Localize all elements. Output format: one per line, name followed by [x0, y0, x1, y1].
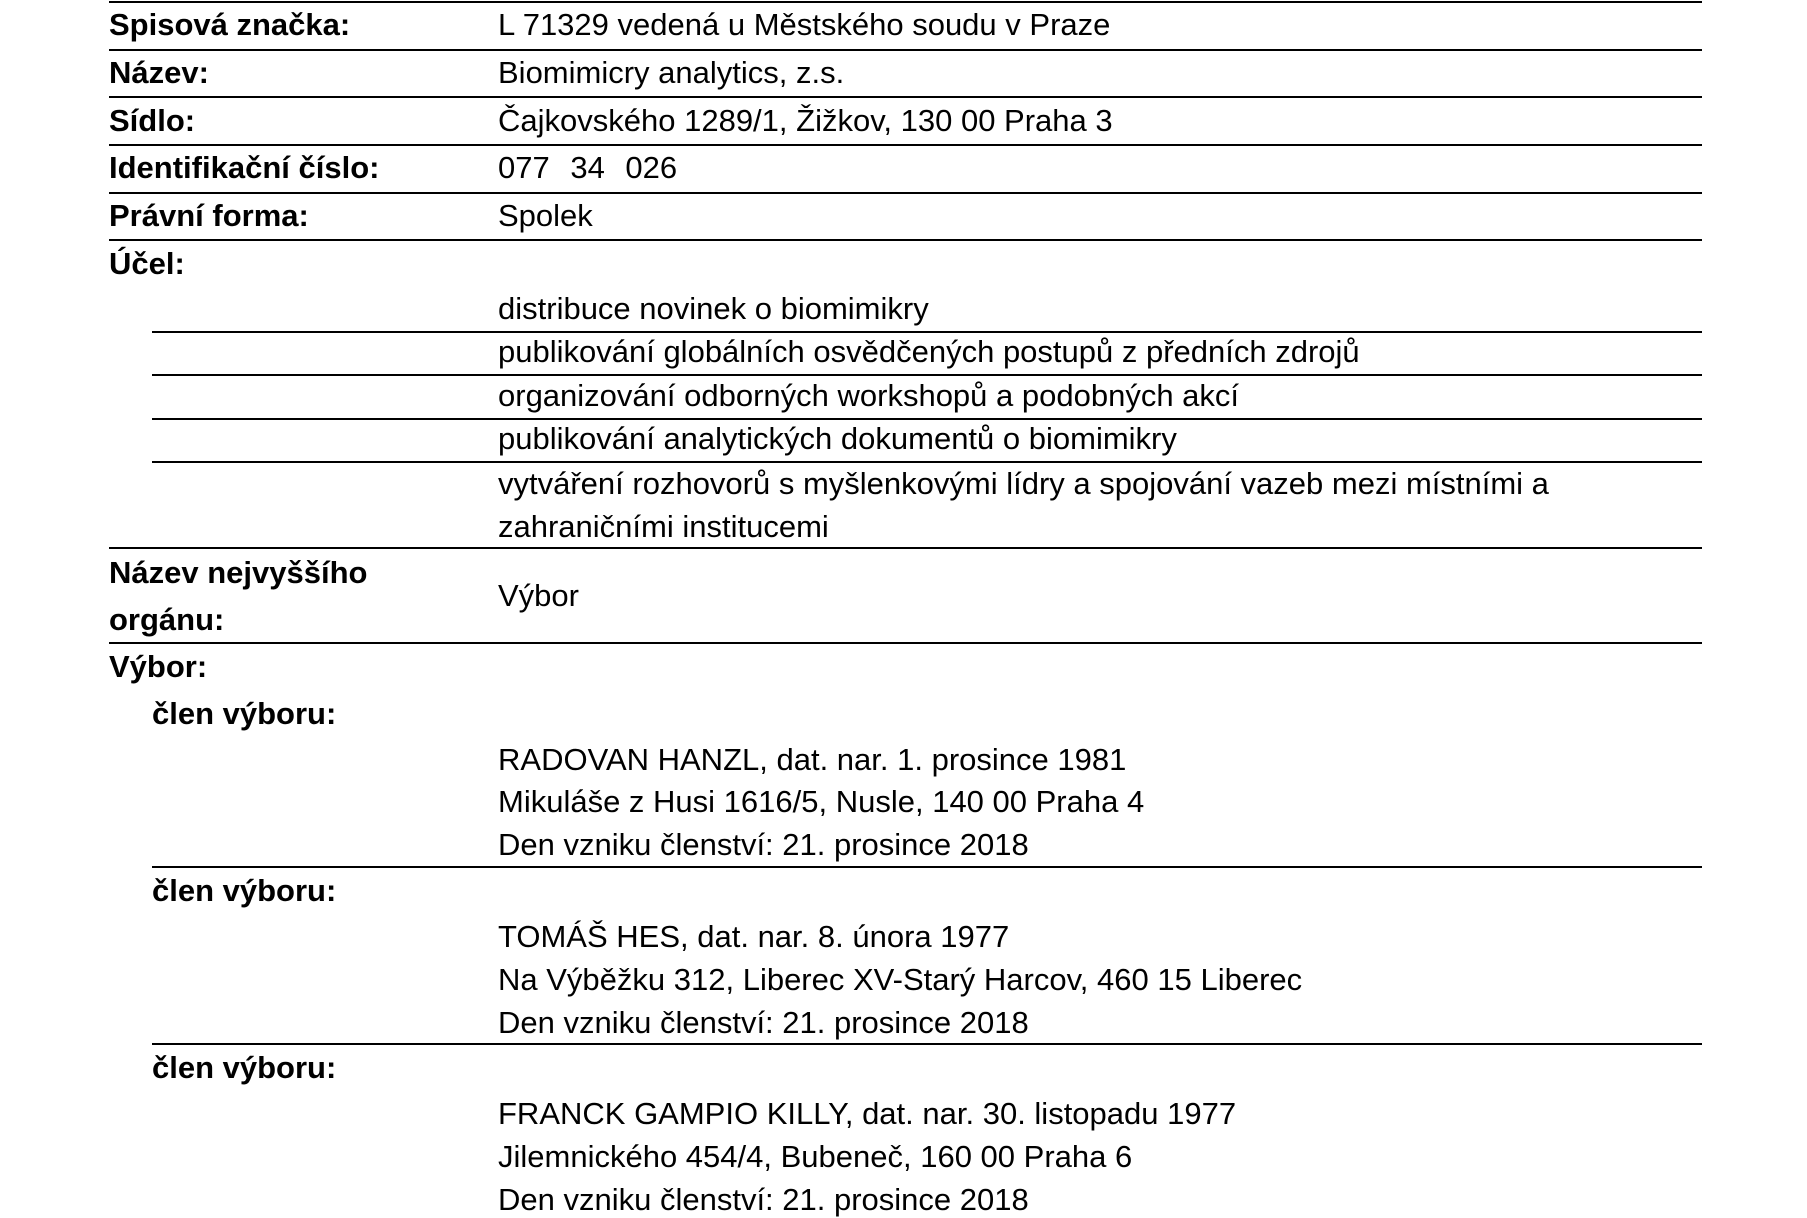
member-name: RADOVAN HANZL, dat. nar. 1. prosince 1981 — [498, 742, 1127, 777]
divider — [109, 96, 1702, 98]
vybor-label: Výbor: — [109, 649, 208, 684]
ucel-item: organizování odborných workshopů a podobných akcí — [498, 378, 1240, 413]
divider — [109, 192, 1702, 194]
member-name: TOMÁŠ HES, dat. nar. 8. února 1977 — [498, 919, 1010, 954]
nejvyssi-organ-label — [109, 549, 367, 643]
sidlo-label: Sídlo: — [109, 103, 196, 138]
ucel-label: Účel: — [109, 246, 185, 281]
member-role: člen výboru: — [152, 696, 337, 731]
ico-value: 077 34 026 — [498, 150, 678, 185]
divider — [109, 144, 1702, 146]
divider — [109, 1, 1702, 3]
pravni-forma-label: Právní forma: — [109, 198, 309, 233]
divider — [109, 49, 1702, 51]
divider — [152, 866, 1702, 868]
member-since: Den vzniku členství: 21. prosince 2018 — [498, 827, 1029, 862]
sidlo-value: Čajkovského 1289/1, Žižkov, 130 00 Praha 3 — [498, 103, 1113, 138]
pravni-forma-value: Spolek — [498, 198, 593, 233]
ico-label: Identifikační číslo: — [109, 150, 380, 185]
divider — [152, 1043, 1702, 1045]
member-name: FRANCK GAMPIO KILLY, dat. nar. 30. listopadu 1977 — [498, 1096, 1237, 1131]
member-since: Den vzniku členství: 21. prosince 2018 — [498, 1182, 1029, 1217]
member-role: člen výboru: — [152, 1050, 337, 1085]
divider — [109, 642, 1702, 644]
nazev-label: Název: — [109, 55, 209, 90]
nejvyssi-organ-value: Výbor — [498, 578, 579, 613]
member-address: Na Výběžku 312, Liberec XV-Starý Harcov, 460 15 Liberec — [498, 962, 1303, 997]
nazev-value: Biomimicry analytics, z.s. — [498, 55, 845, 90]
ucel-item: vytváření rozhovorů s myšlenkovými lídry a spojování vazeb mezi místními a zahraničními institucemi — [498, 466, 1549, 544]
spisova-znacka-value: L 71329 vedená u Městského soudu v Praze — [498, 7, 1111, 42]
ucel-item: publikování analytických dokumentů o biomimikry — [498, 421, 1177, 456]
member-address: Mikuláše z Husi 1616/5, Nusle, 140 00 Praha 4 — [498, 784, 1145, 819]
nejvyssi-organ-label-line2: orgánu: — [109, 602, 225, 637]
member-since: Den vzniku členství: 21. prosince 2018 — [498, 1005, 1029, 1040]
member-address: Jilemnického 454/4, Bubeneč, 160 00 Praha 6 — [498, 1139, 1133, 1174]
member-role: člen výboru: — [152, 873, 337, 908]
ucel-item: publikování globálních osvědčených postupů z předních zdrojů — [498, 334, 1360, 369]
divider — [152, 374, 1702, 376]
spisova-znacka-label: Spisová značka: — [109, 7, 351, 42]
nejvyssi-organ-label-line1: Název nejvyššího — [109, 555, 368, 590]
ucel-item: distribuce novinek o biomimikry — [498, 291, 929, 326]
divider — [109, 239, 1702, 241]
